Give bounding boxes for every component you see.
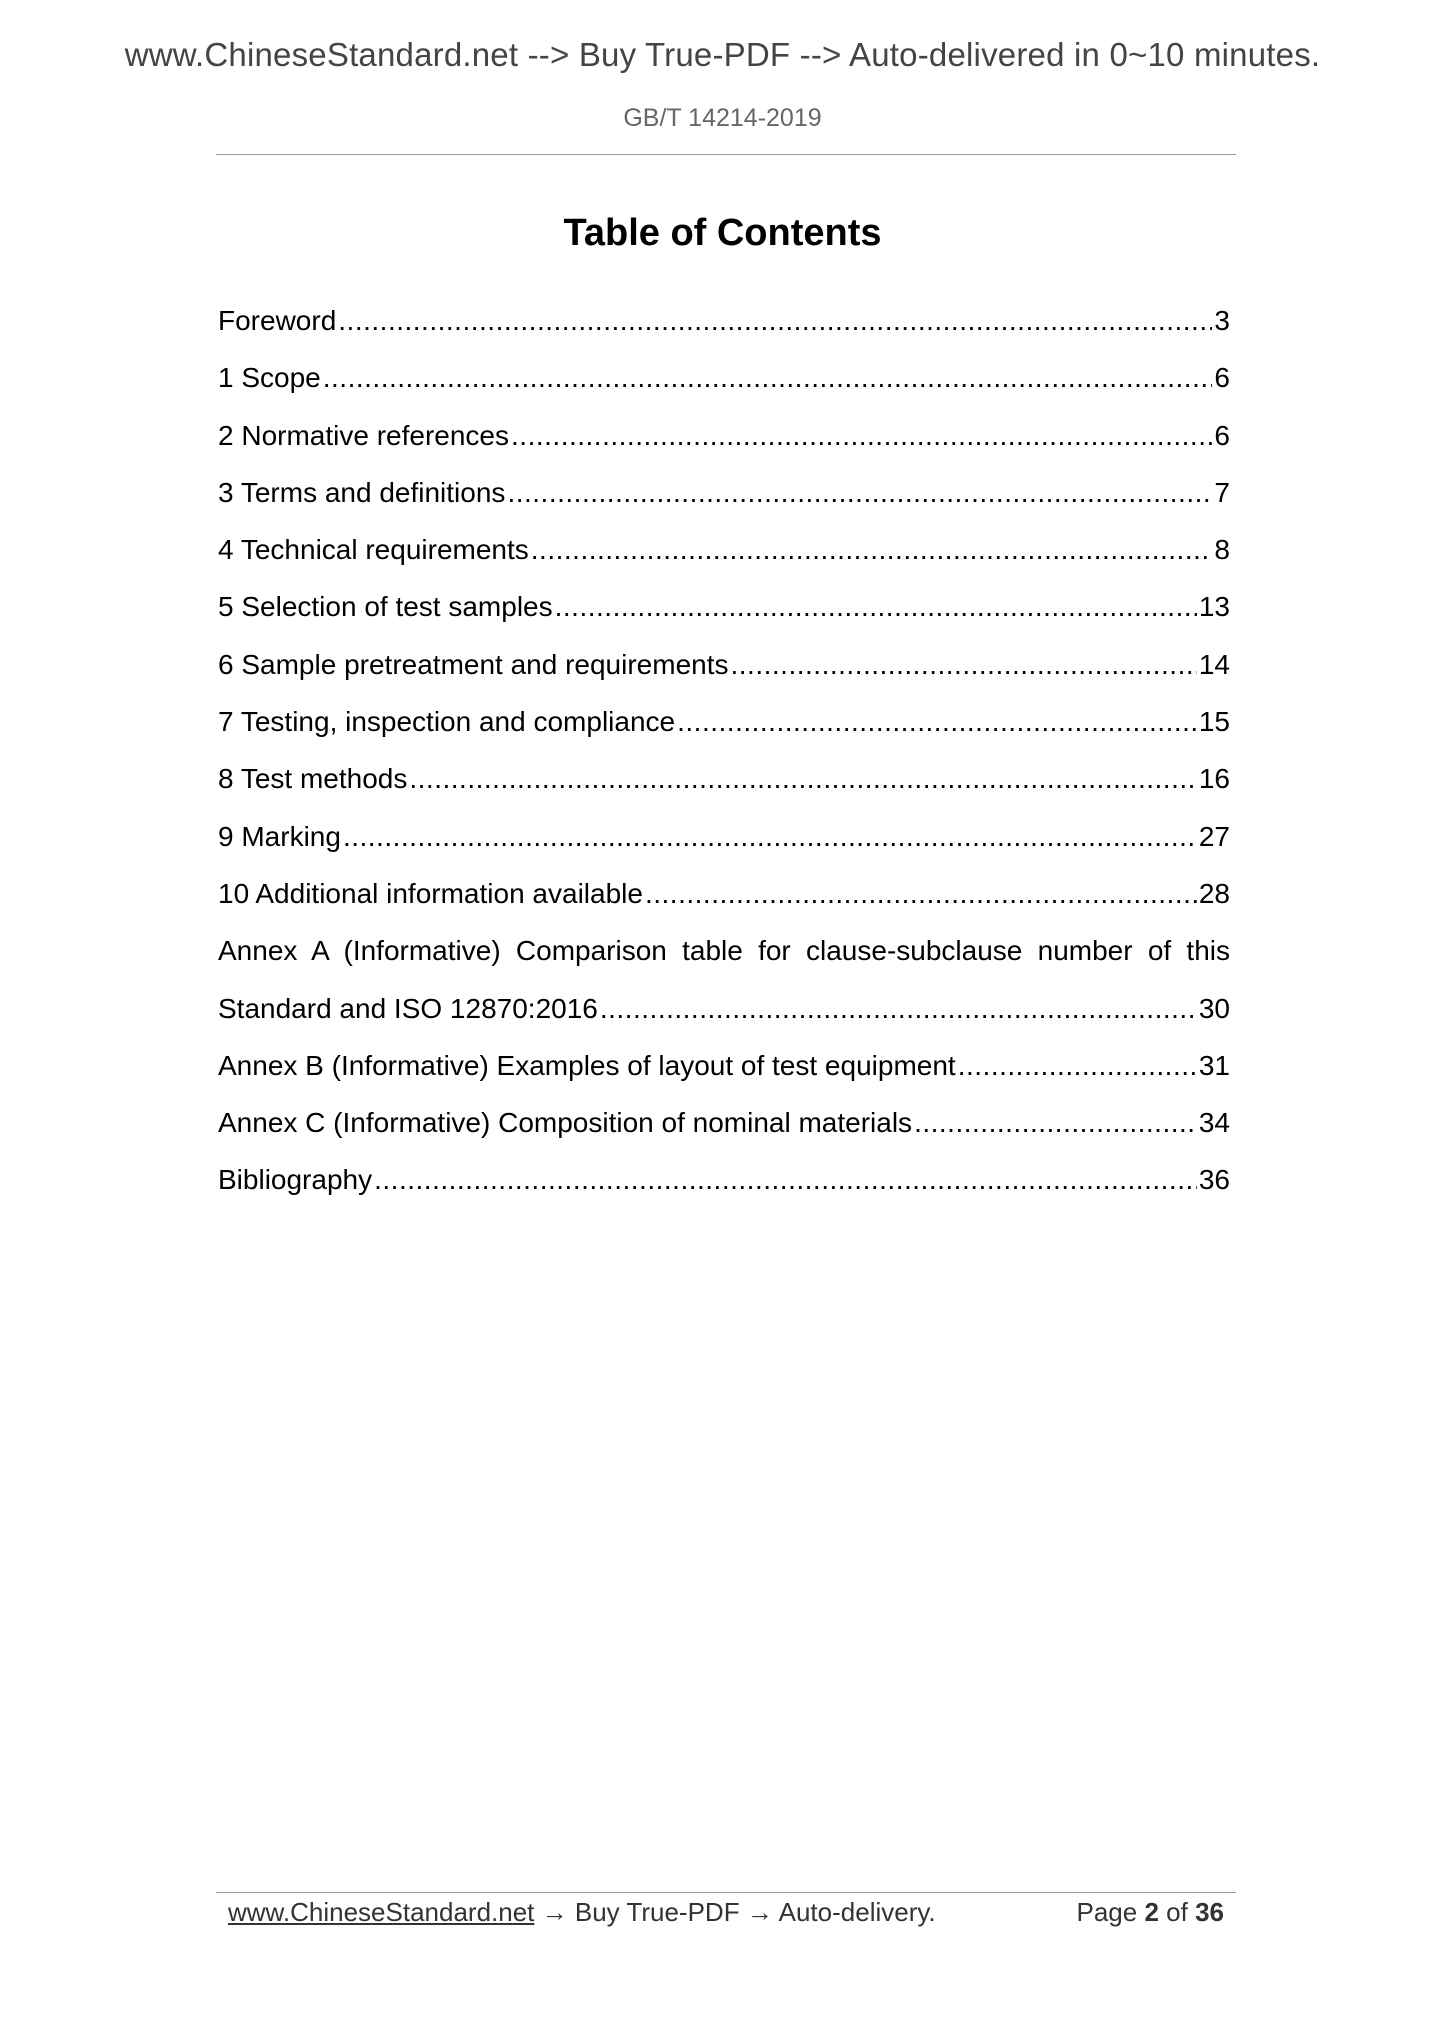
toc-entry-title: 10 Additional information available bbox=[218, 877, 643, 909]
footer-buy-text: Buy True-PDF bbox=[574, 1897, 740, 1927]
toc-entry-title: 7 Testing, inspection and compliance bbox=[218, 706, 676, 738]
leader-dots bbox=[731, 648, 1197, 682]
leader-dots bbox=[511, 419, 1212, 453]
page-number bbox=[1076, 1897, 1224, 1928]
toc-entry-normative-references[interactable] bbox=[218, 419, 1230, 476]
leader-dots bbox=[645, 877, 1197, 911]
top-banner: www.ChineseStandard.net --> Buy True-PDF --> Auto-delivered in 0~10 minutes. bbox=[124, 36, 1321, 73]
toc-entry-title: Annex C (Informative) Composition of nominal materials bbox=[218, 1107, 913, 1139]
toc-entry-page: 6 bbox=[1214, 419, 1230, 451]
toc-entry-page: 3 bbox=[1214, 305, 1230, 336]
toc-entry-page: 15 bbox=[1198, 706, 1230, 738]
toc-entry-page: 6 bbox=[1214, 362, 1230, 394]
leader-dots bbox=[677, 705, 1197, 739]
page-current: 2 bbox=[1144, 1897, 1159, 1927]
toc-entry-page: 16 bbox=[1198, 763, 1230, 795]
toc-entry-annex-c[interactable] bbox=[218, 1106, 1230, 1163]
footer-site-link[interactable]: www.ChineseStandard.net bbox=[228, 1897, 535, 1927]
toc-entry-annex-a-line2[interactable] bbox=[218, 992, 1230, 1049]
toc-entry-title: Bibliography bbox=[218, 1164, 373, 1196]
toc-entry-title: 2 Normative references bbox=[218, 419, 510, 451]
toc-entry-page: 34 bbox=[1198, 1107, 1230, 1139]
leader-dots bbox=[958, 1049, 1197, 1083]
toc-entry-title: 6 Sample pretreatment and requirements bbox=[218, 648, 729, 680]
toc-entry-marking[interactable] bbox=[218, 820, 1230, 877]
leader-dots bbox=[338, 304, 1212, 338]
toc-entry-page: 27 bbox=[1198, 820, 1230, 852]
toc-entry-selection-test-samples[interactable] bbox=[218, 590, 1230, 647]
toc-entry-testing-inspection[interactable] bbox=[218, 705, 1230, 762]
toc-entry-page: 31 bbox=[1198, 1049, 1230, 1081]
toc-entry-page: 8 bbox=[1214, 534, 1230, 566]
toc-entry-sample-pretreatment[interactable] bbox=[218, 648, 1230, 705]
toc-entry-foreword[interactable] bbox=[218, 304, 1230, 361]
toc-entry-title: 9 Marking bbox=[218, 820, 341, 852]
toc-entry-title: 1 Scope bbox=[218, 362, 321, 394]
toc-entry-title: 3 Terms and definitions bbox=[218, 476, 506, 508]
page-footer bbox=[228, 1897, 1224, 1933]
toc-entry-annex-a-line1[interactable] bbox=[218, 934, 1230, 991]
toc-entry-title: Annex A (Informative) Comparison table for clause-subclause number of this bbox=[218, 935, 1230, 967]
page-word: Page bbox=[1076, 1897, 1138, 1927]
leader-dots bbox=[409, 762, 1196, 796]
footer-divider bbox=[216, 1892, 1236, 1893]
leader-dots bbox=[507, 476, 1212, 510]
footer-delivery-text: Auto-delivery. bbox=[778, 1897, 936, 1927]
toc-entry-title: 5 Selection of test samples bbox=[218, 591, 553, 623]
toc-entry-title: 8 Test methods bbox=[218, 763, 408, 795]
toc-entry-page: 28 bbox=[1198, 877, 1230, 909]
toc-entry-page: 13 bbox=[1198, 591, 1230, 623]
leader-dots bbox=[343, 820, 1197, 854]
toc-entry-page: 30 bbox=[1198, 992, 1230, 1024]
leader-dots bbox=[600, 992, 1197, 1026]
footer-promo bbox=[228, 1897, 936, 1928]
toc-entry-additional-information[interactable] bbox=[218, 877, 1230, 934]
toc-entry-title-continued: Standard and ISO 12870:2016 bbox=[218, 992, 598, 1024]
arrow-right-icon: → bbox=[746, 1897, 773, 1927]
toc-entry-annex-b[interactable] bbox=[218, 1049, 1230, 1106]
toc-entry-page: 14 bbox=[1198, 648, 1230, 680]
leader-dots bbox=[555, 590, 1197, 624]
toc-entry-title: Foreword bbox=[218, 305, 337, 336]
toc-entry-page: 7 bbox=[1214, 476, 1230, 508]
leader-dots bbox=[374, 1163, 1197, 1197]
toc-list bbox=[218, 304, 1230, 1221]
page-title: Table of Contents bbox=[563, 212, 882, 254]
toc-entry-title: 4 Technical requirements bbox=[218, 534, 529, 566]
leader-dots bbox=[914, 1106, 1197, 1140]
toc-entry-scope[interactable] bbox=[218, 361, 1230, 418]
header-divider bbox=[216, 154, 1236, 155]
toc-entry-terms-definitions[interactable] bbox=[218, 476, 1230, 533]
of-word: of bbox=[1166, 1897, 1188, 1927]
toc-entry-title: Annex B (Informative) Examples of layout of test equipment bbox=[218, 1049, 956, 1081]
toc-entry-test-methods[interactable] bbox=[218, 762, 1230, 819]
leader-dots bbox=[323, 361, 1213, 395]
toc-entry-technical-requirements[interactable] bbox=[218, 533, 1230, 590]
arrow-right-icon: → bbox=[541, 1897, 568, 1927]
toc-entry-bibliography[interactable] bbox=[218, 1163, 1230, 1220]
standard-code: GB/T 14214-2019 bbox=[623, 104, 822, 132]
toc-entry-page: 36 bbox=[1198, 1164, 1230, 1196]
page-total: 36 bbox=[1195, 1897, 1224, 1927]
leader-dots bbox=[531, 533, 1213, 567]
